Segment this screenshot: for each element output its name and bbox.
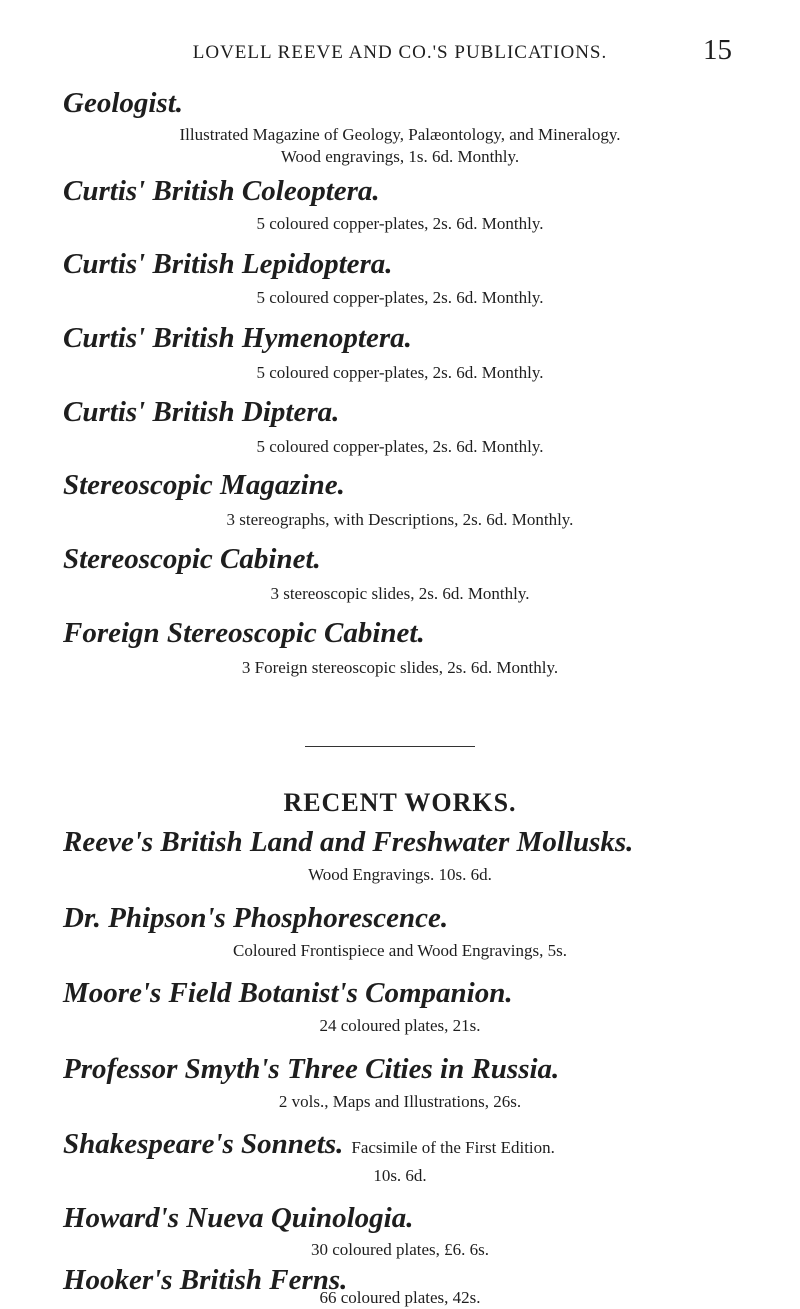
- publication-description: Illustrated Magazine of Geology, Palæontology, and Mineralogy.: [179, 125, 621, 144]
- publication-title: Curtis' British Hymenoptera.: [63, 322, 412, 354]
- recent-work-description: 2 vols., Maps and Illustrations, 26s.: [278, 1092, 522, 1111]
- recent-work-title: Dr. Phipson's Phosphorescence.: [63, 902, 449, 934]
- recent-work-title: Howard's Nueva Quinologia.: [63, 1202, 414, 1234]
- recent-work-description: Coloured Frontispiece and Wood Engravings, 5s.: [232, 941, 568, 960]
- publication-title: Curtis' British Diptera.: [63, 396, 340, 428]
- section-heading: RECENT WORKS.: [283, 788, 517, 817]
- recent-work-title: [63, 1128, 555, 1164]
- recent-work-description: Wood Engravings. 10s. 6d.: [308, 865, 492, 884]
- recent-work-title: Moore's Field Botanist's Companion.: [63, 977, 513, 1009]
- publication-description: Wood engravings, 1s. 6d. Monthly.: [280, 147, 520, 166]
- section-divider: [305, 746, 475, 747]
- recent-work-title: Reeve's British Land and Freshwater Mollusks.: [63, 826, 634, 858]
- publication-title: Curtis' British Lepidoptera.: [63, 248, 393, 280]
- publication-description: 5 coloured copper-plates, 2s. 6d. Monthly.: [256, 288, 544, 307]
- publication-description: 5 coloured copper-plates, 2s. 6d. Monthly.: [256, 214, 544, 233]
- publication-title: Stereoscopic Magazine.: [63, 469, 345, 501]
- recent-work-description: 66 coloured plates, 42s.: [319, 1288, 481, 1307]
- publication-description: 3 Foreign stereoscopic slides, 2s. 6d. Monthly.: [241, 658, 559, 677]
- page-header: [0, 34, 800, 74]
- page-number: 15: [703, 34, 732, 66]
- publication-description: 5 coloured copper-plates, 2s. 6d. Monthly.: [256, 363, 544, 382]
- recent-work-title: Professor Smyth's Three Cities in Russia.: [63, 1053, 560, 1085]
- recent-work-description: 24 coloured plates, 21s.: [319, 1016, 481, 1035]
- publication-title: Stereoscopic Cabinet.: [63, 543, 321, 575]
- running-head: LOVELL REEVE AND CO.'S PUBLICATIONS.: [192, 42, 608, 63]
- publication-description: 5 coloured copper-plates, 2s. 6d. Monthly.: [256, 437, 544, 456]
- recent-work-title: Hooker's British Ferns.: [63, 1264, 348, 1296]
- publication-description: 3 stereoscopic slides, 2s. 6d. Monthly.: [270, 584, 530, 603]
- recent-work-inline-note: Facsimile of the First Edition.: [351, 1138, 555, 1157]
- publication-title: Geologist.: [63, 87, 184, 119]
- recent-work-description: 30 coloured plates, £6. 6s.: [311, 1240, 489, 1259]
- publication-description: 3 stereographs, with Descriptions, 2s. 6d. Monthly.: [226, 510, 574, 529]
- publication-title: Foreign Stereoscopic Cabinet.: [63, 617, 425, 649]
- publication-title: Curtis' British Coleoptera.: [63, 175, 380, 207]
- recent-work-description: 10s. 6d.: [373, 1166, 427, 1185]
- recent-work-title-text: Shakespeare's Sonnets.: [63, 1128, 344, 1160]
